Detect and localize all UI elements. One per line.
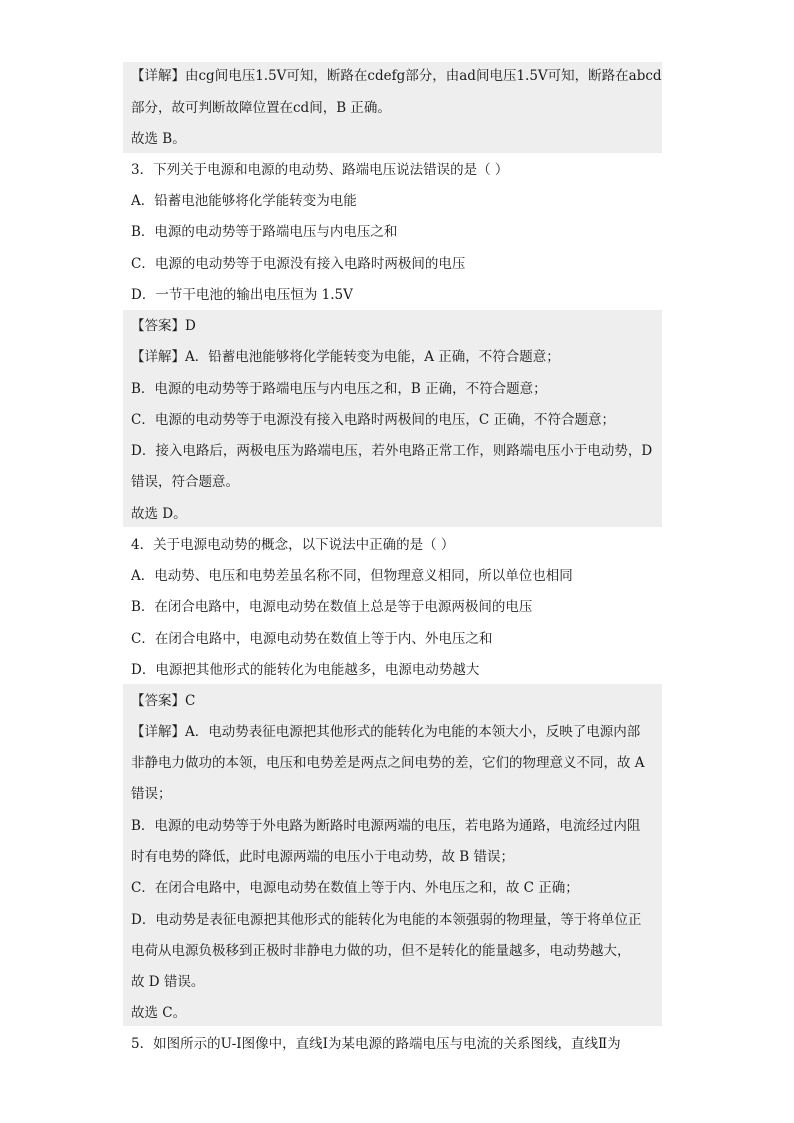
text-line: 【详解】由cg间电压1.5V可知，断路在cdefg部分，由ad间电压1.5V可知，断路在abcd [131, 68, 662, 84]
option-a: A．电动势、电压和电势差虽名称不同，但物理意义相同，所以单位也相同 [131, 568, 573, 584]
text-line: 错误，符合题意。 [131, 474, 239, 490]
text-line: 电荷从电源负极移到正极时非静电力做的功，但不是转化的能量越多，电动势越大， [131, 943, 631, 959]
text-line: C．在闭合电路中，电源电动势在数值上等于内、外电压之和，故 C 正确； [131, 880, 579, 896]
question-3-stem: 3．下列关于电源和电源的电动势、路端电压说法错误的是（ ） [131, 162, 509, 178]
answer-label: 【答案】C [131, 693, 196, 709]
option-b: B．在闭合电路中，电源电动势在数值上总是等于电源两极间的电压 [131, 599, 533, 615]
text-line: D．接入电路后，两极电压为路端电压，若外电路正常工作，则路端电压小于电动势，D [131, 443, 653, 459]
text-line: 【详解】A．铅蓄电池能够将化学能转变为电能，A 正确，不符合题意； [131, 349, 560, 365]
option-d: D．电源把其他形式的能转化为电能越多，电源电动势越大 [131, 662, 480, 678]
option-c: C．电源的电动势等于电源没有接入电路时两极间的电压 [131, 256, 466, 272]
text-line: B．电源的电动势等于路端电压与内电压之和，B 正确，不符合题意； [131, 381, 547, 397]
text-line: 错误； [131, 786, 172, 802]
option-c: C．在闭合电路中，电源电动势在数值上等于内、外电压之和 [131, 631, 493, 647]
answer-label: 【答案】D [131, 318, 196, 334]
question-4-stem: 4．关于电源电动势的概念，以下说法中正确的是（ ） [131, 537, 455, 553]
text-line: 故选 C。 [131, 1005, 187, 1021]
text-line: B．电源的电动势等于外电路为断路时电源两端的电压，若电路为通路，电流经过内阻 [131, 818, 641, 834]
text-line: 非静电力做功的本领，电压和电势差是两点之间电势的差，它们的物理意义不同，故 A [131, 755, 645, 771]
text-line: 时有电势的降低，此时电源两端的电压小于电动势，故 B 错误； [131, 849, 515, 865]
text-line: 部分，故可判断故障位置在cd间，B 正确。 [131, 100, 391, 116]
option-b: B．电源的电动势等于路端电压与内电压之和 [131, 224, 398, 240]
text-line: 故选 D。 [131, 506, 187, 522]
text-line: D．电动势是表征电源把其他形式的能转化为电能的本领强弱的物理量，等于将单位正 [131, 912, 642, 928]
option-a: A．铅蓄电池能够将化学能转变为电能 [131, 193, 357, 209]
text-line: 故 D 错误。 [131, 974, 205, 990]
option-d: D．一节干电池的输出电压恒为 1.5V [131, 287, 353, 303]
text-line: C．电源的电动势等于电源没有接入电路时两极间的电压，C 正确，不符合题意； [131, 412, 615, 428]
question-5-stem: 5．如图所示的U-I图像中，直线Ⅰ为某电源的路端电压与电流的关系图线，直线Ⅱ为 [131, 1036, 621, 1052]
text-line: 故选 B。 [131, 131, 186, 147]
text-line: 【详解】A．电动势表征电源把其他形式的能转化为电能的本领大小，反映了电源内部 [131, 724, 641, 740]
